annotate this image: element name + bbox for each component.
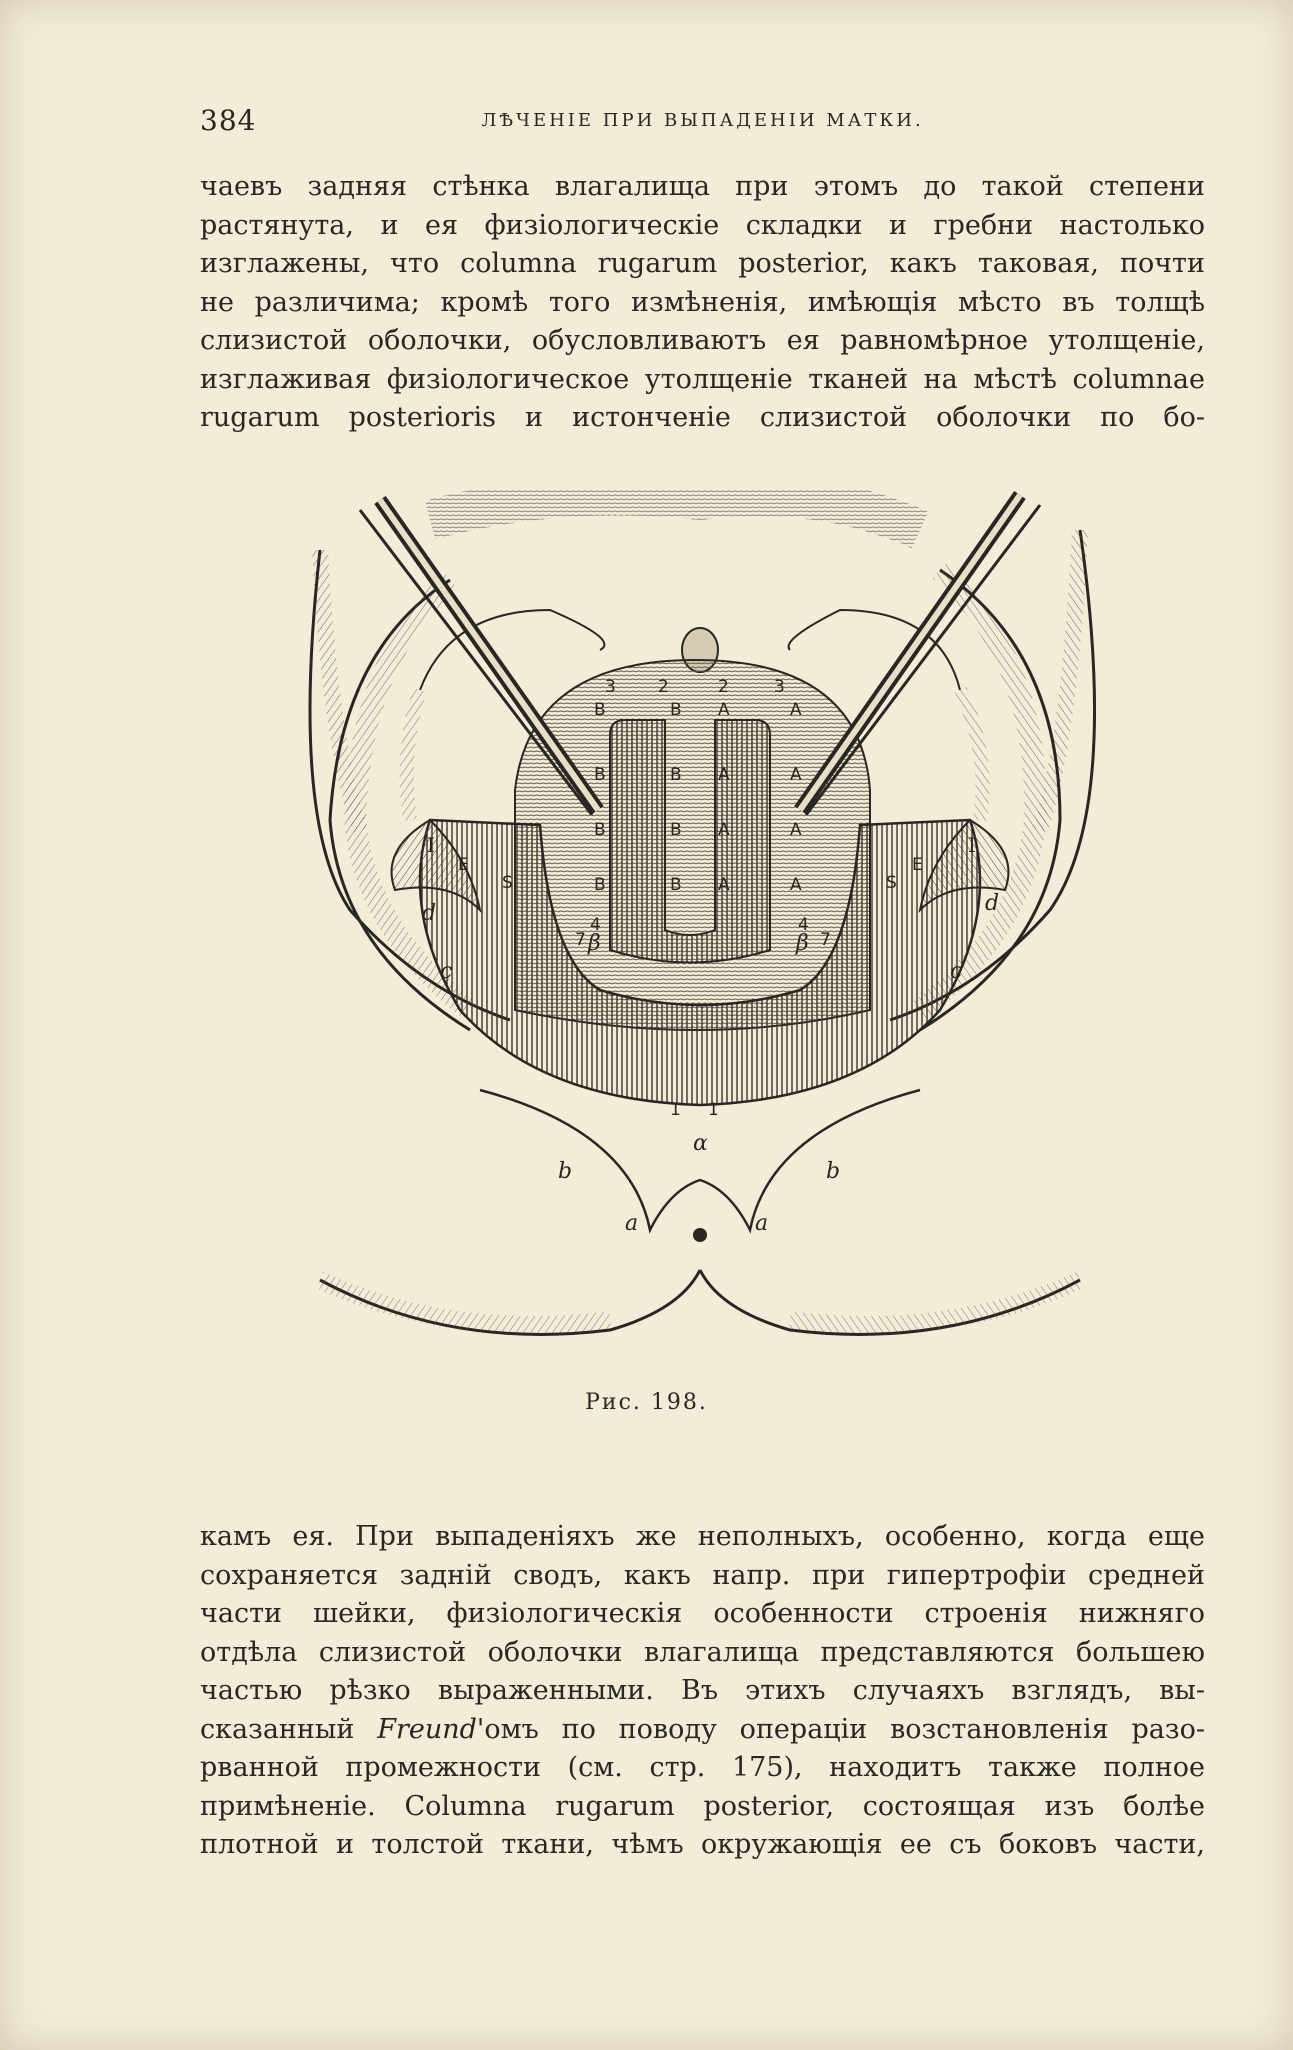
paragraph-bottom [200,1518,1205,1865]
figure-label: 7 [575,930,586,950]
figure-label: A [790,820,802,840]
figure-label: d [422,901,437,926]
figure-label: E [458,855,469,875]
text-line: слизистой оболочки, обусловливаютъ ея равномѣрное утолщеніе, [200,325,1205,356]
figure-label: B [594,765,606,785]
text-line: части шейки, физіологическія особенности строенія нижняго [200,1598,1205,1629]
figure-label: 4 [798,915,809,935]
figure-label: 7 [820,930,831,950]
figure-label: 4 [590,915,601,935]
text-line: изглаживая физіологическое утолщеніе тканей на мѣстѣ columnae [200,363,1205,395]
text-line: сохраняется задній сводъ, какъ напр. при гипертрофіи средней [200,1559,1205,1591]
page-header [200,104,1205,140]
figure-label: B [670,875,682,895]
text-line: чаевъ задняя стѣнка влагалища при этомъ до такой степени [200,171,1205,202]
figure-label: B [594,875,606,895]
text-line: плотной и толстой ткани, чѣмъ окружающія ее съ боковъ части, [200,1829,1205,1860]
figure-label: a [625,1211,639,1236]
perineum [480,1090,920,1230]
figure-label: d [985,891,1000,916]
text-line-with-author [200,1711,1205,1750]
anatomical-figure [300,490,1100,1370]
figure-label: c [950,959,963,984]
text-fragment: 'омъ по поводу операціи возстановленія разо- [476,1713,1205,1745]
text-fragment: сказанный [200,1713,378,1745]
figure-label: B [670,820,682,840]
figure-label: β [588,931,601,956]
figure-label: B [594,700,606,720]
figure-label: B [670,700,682,720]
text-line: не различима; кромѣ того измѣненія, имѣющія мѣсто въ толщѣ [200,286,1205,318]
figure-label: S [502,873,513,893]
figure-label: α [693,1131,708,1156]
figure-label: A [790,875,802,895]
figure-label: β [796,931,809,956]
figure-label: 1 [670,1100,681,1120]
figure-illustration [300,490,1100,1370]
pubic-hair [430,496,920,531]
text-line: растянута, и ея физіологическіе складки и гребни настолько [200,209,1205,241]
figure-label: c [440,959,453,984]
text-line: изглажены, что columna rugarum posterior, какъ таковая, почти [200,248,1205,279]
figure-label: 2 [658,677,669,697]
figure-label: A [718,875,730,895]
anus-mark [693,1228,707,1242]
figure-label: A [790,765,802,785]
author-name: Freund [377,1713,477,1745]
figure-label: 2 [718,677,729,697]
figure-label: b [558,1159,573,1184]
text-line: отдѣла слизистой оболочки влагалища представляются большею [200,1636,1205,1668]
text-line: камъ ея. При выпаденіяхъ же неполныхъ, особенно, когда еще [200,1521,1205,1552]
text-line: частью рѣзко выраженными. Въ этихъ случаяхъ взглядъ, вы- [200,1675,1205,1706]
figure-label: I [968,833,976,857]
figure-label: a [755,1211,769,1236]
figure-label: E [912,855,923,875]
paragraph-top [200,168,1205,438]
figure-label: A [790,700,802,720]
figure-label: 3 [605,677,616,697]
figure-label: 3 [774,677,785,697]
figure-caption: Рис. 198. [585,1390,708,1415]
figure-label: S [886,873,897,893]
text-line: рванной промежности (см. стр. 175), находитъ также полное [200,1752,1205,1783]
figure-label: A [718,700,730,720]
figure-label: I [427,833,435,857]
figure-label: A [718,820,730,840]
figure-label: B [670,765,682,785]
figure-label: 1 [708,1100,719,1120]
figure-label: A [718,765,730,785]
running-title: ЛѢЧЕНІЕ ПРИ ВЫПАДЕНІИ МАТКИ. [481,110,924,131]
text-line: rugarum posterioris и истонченіе слизистой оболочки по бо- [200,402,1205,433]
page-number: 384 [200,104,257,137]
figure-label: B [594,820,606,840]
figure-label: b [826,1159,841,1184]
text-line: примѣненіе. Columna rugarum posterior, состоящая изъ болѣе [200,1790,1205,1822]
